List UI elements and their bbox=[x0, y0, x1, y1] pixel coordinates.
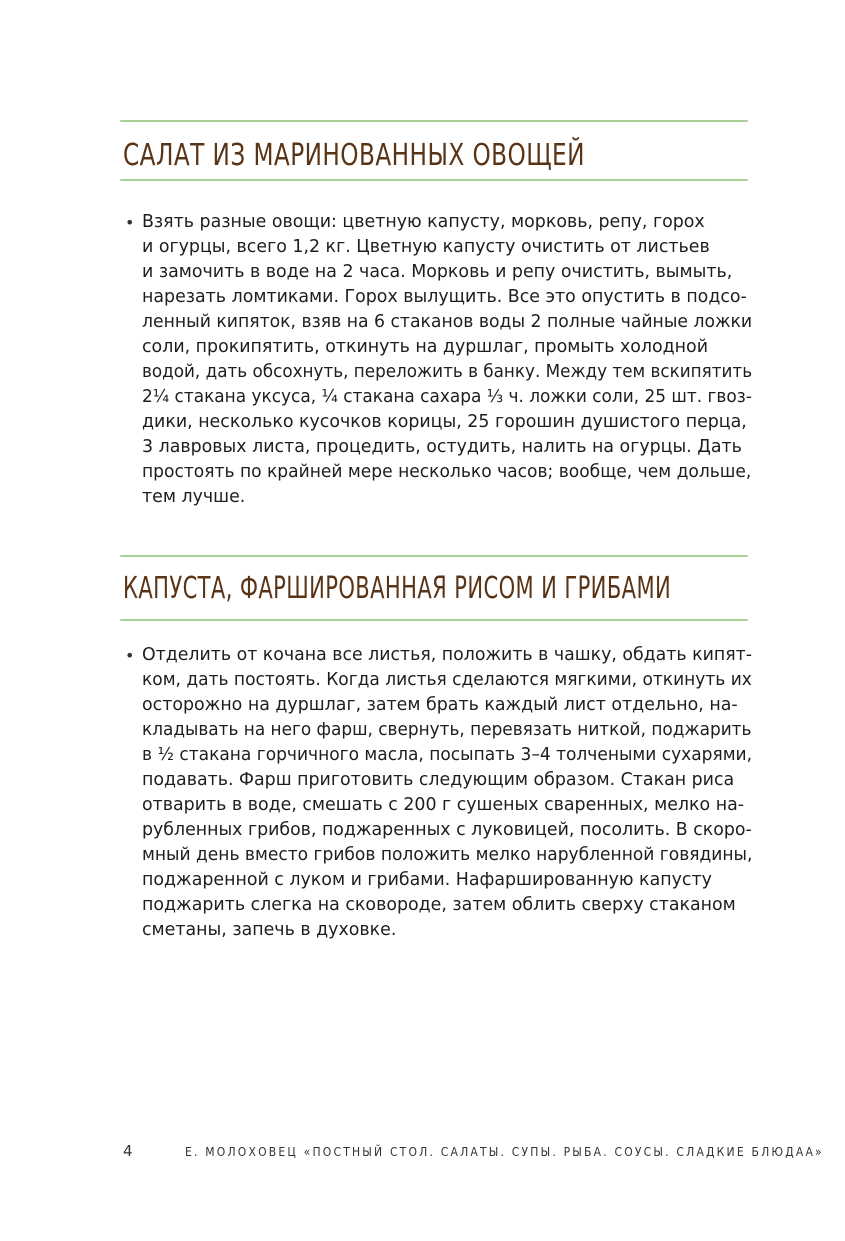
text-line: и огурцы, всего 1,2 кг. Цветную капусту очистить от листьев bbox=[142, 237, 710, 257]
text-line: мный день вместо грибов положить мелко нарубленной говядины, bbox=[142, 845, 753, 865]
text-line: отварить в воде, смешать с 200 г сушеных сваренных, мелко на- bbox=[142, 795, 745, 815]
text-line: 2¼ стакана уксуса, ¼ стакана сахара ⅓ ч. ложки соли, 25 шт. гвоз- bbox=[142, 387, 752, 407]
page-number: 4 bbox=[123, 1142, 133, 1160]
book-title: Е. МОЛОХОВЕЦ «ПОСТНЫЙ СТОЛ. САЛАТЫ. СУПЫ. РЫБА. СОУСЫ. СЛАДКИЕ БЛЮДАА» bbox=[185, 1145, 824, 1159]
top-rule bbox=[120, 120, 748, 122]
text-line: сметаны, запечь в духовке. bbox=[142, 920, 397, 940]
text-line: простоять по крайней мере несколько часов; вообще, чем дольше, bbox=[142, 462, 752, 482]
text-line: нарезать ломтиками. Горох вылущить. Все это опустить в подсо- bbox=[142, 287, 747, 307]
bullet-marker: • bbox=[125, 646, 135, 665]
text-line: ком, дать постоять. Когда листья сделаются мягкими, откинуть их bbox=[142, 670, 752, 690]
text-line: соли, прокипятить, откинуть на дуршлаг, промыть холодной bbox=[142, 337, 708, 357]
text-line: кладывать на него фарш, свернуть, перевязать ниткой, поджарить bbox=[142, 720, 752, 740]
text-line: подавать. Фарш приготовить следующим образом. Стакан риса bbox=[142, 770, 735, 790]
text-line: осторожно на дуршлаг, затем брать каждый лист отдельно, на- bbox=[142, 695, 738, 715]
bottom-rule bbox=[120, 179, 748, 181]
text-line: водой, дать обсохнуть, переложить в банку. Между тем вскипятить bbox=[142, 362, 753, 382]
text-line: поджарить слегка на сковороде, затем облить сверху стаканом bbox=[142, 895, 736, 915]
bottom-rule bbox=[120, 619, 748, 621]
text-line: 3 лавровых листа, процедить, остудить, налить на огурцы. Дать bbox=[142, 437, 742, 457]
text-line: Взять разные овощи: цветную капусту, морковь, репу, горох bbox=[142, 212, 705, 232]
recipe-title: САЛАТ ИЗ МАРИНОВАННЫХ ОВОЩЕЙ bbox=[123, 138, 585, 173]
text-line: дики, несколько кусочков корицы, 25 горошин душистого перца, bbox=[142, 412, 747, 432]
text-line: поджаренной с луком и грибами. Нафаршированную капусту bbox=[142, 870, 712, 890]
text-line: в ½ стакана горчичного масла, посыпать 3–4 толчеными сухарями, bbox=[142, 745, 753, 765]
text-line: ленный кипяток, взяв на 6 стаканов воды 2 полные чайные ложки bbox=[142, 312, 753, 332]
recipe-instructions bbox=[142, 643, 752, 943]
recipe-instructions bbox=[142, 210, 752, 510]
recipe-title: КАПУСТА, ФАРШИРОВАННАЯ РИСОМ И ГРИБАМИ bbox=[123, 571, 672, 606]
top-rule bbox=[120, 555, 748, 557]
bullet-marker: • bbox=[125, 213, 135, 232]
text-line: Отделить от кочана все листья, положить в чашку, обдать кипят- bbox=[142, 645, 752, 665]
text-line: тем лучше. bbox=[142, 487, 246, 507]
text-line: рубленных грибов, поджаренных с луковицей, посолить. В скоро- bbox=[142, 820, 752, 840]
text-line: и замочить в воде на 2 часа. Морковь и репу очистить, вымыть, bbox=[142, 262, 733, 282]
page-footer bbox=[123, 1142, 824, 1162]
